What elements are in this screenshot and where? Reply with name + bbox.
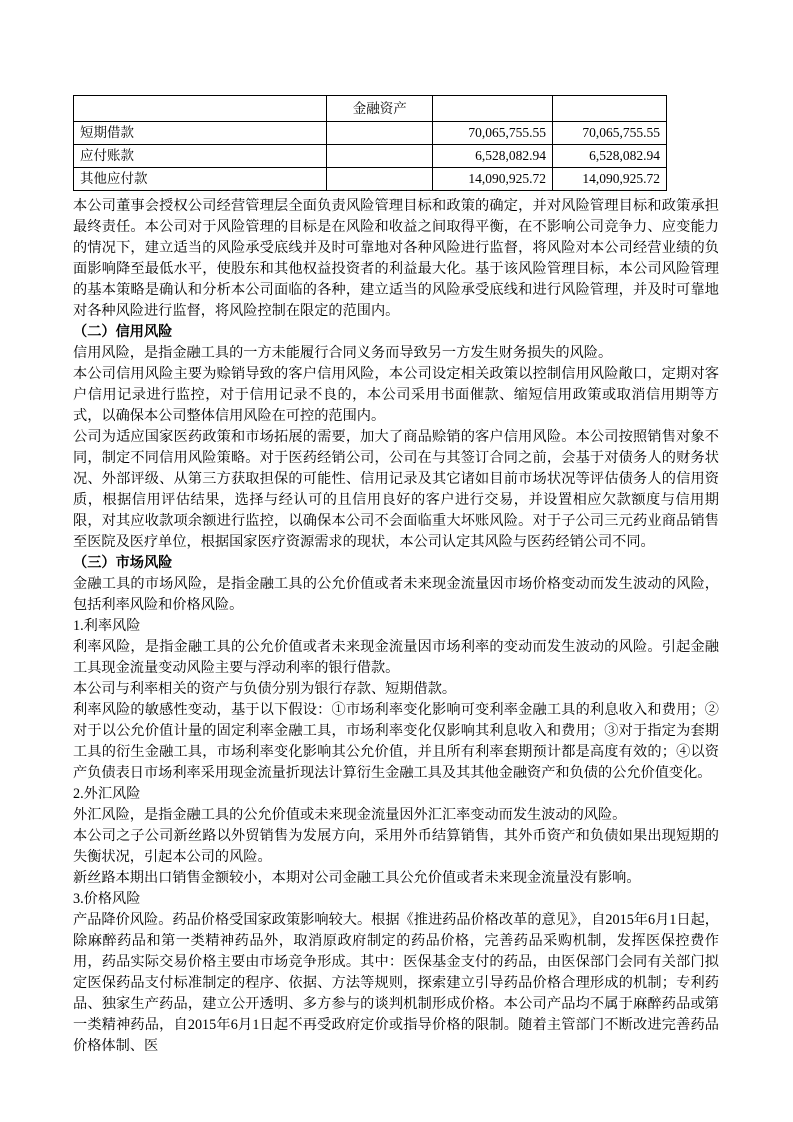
table-row-other-payables xyxy=(74,168,667,191)
table-cell: 70,065,755.55 xyxy=(433,122,552,145)
table-cell: 6,528,082.94 xyxy=(552,145,666,168)
table-cell: 14,090,925.72 xyxy=(552,168,666,191)
subheading-interest-rate-risk: 1.利率风险 xyxy=(73,618,141,634)
para-interest-rate-sensitivity: 利率风险的敏感性变动，基于以下假设：①市场利率变化影响可变利率金融工具的利息收入和费用；②对于以公允价值计量的固定利率金融工具，市场利率变化仅影响其利息收入和费用；③对于指定为套期工具的衍生金融工具，市场利率变化影响其公允价值，并且所有利率套期预计都是高度有效的；④以资产负债表日市场利率采用现金流量折现法计算衍生金融工具及其其他金融资产和负债的公允价值变化。 xyxy=(73,702,719,781)
table-header-financial-assets: 金融资产 xyxy=(327,96,433,122)
heading-credit-risk: （二）信用风险 xyxy=(73,324,173,340)
table-cell: 14,090,925.72 xyxy=(433,168,552,191)
table-header-empty xyxy=(74,96,327,122)
para-credit-risk-definition: 信用风险，是指金融工具的一方未能履行合同义务而导致另一方发生财务损失的风险。 xyxy=(73,345,613,361)
heading-market-risk: （三）市场风险 xyxy=(73,555,173,571)
para-fx-risk-definition: 外汇风险，是指金融工具的公允价值或未来现金流量因外汇汇率变动而发生波动的风险。 xyxy=(73,807,627,823)
para-price-risk-detail: 产品降价风险。药品价格受国家政策影响较大。根据《推进药品价格改革的意见》，自2015年6月1日起，除麻醉药品和第一类精神药品外，取消原政府制定的药品价格，完善药品采购机制，发挥医保控费作用，药品实际交易价格主要由市场竞争形成。其中：医保基金支付的药品，由医保部门会同有关部门拟定医保药品支付标准制定的程序、依据、方法等规则，探索建立引导药品价格合理形成的机制；专利药品、独家生产药品，建立公开透明、多方参与的谈判机制形成价格。本公司产品均不属于麻醉药品或第一类精神药品，自2015年6月1日起不再受政府定价或指导价格的限制。随着主管部门不断改进完善药品价格体制、医 xyxy=(73,912,719,1054)
para-fx-risk-impact: 新丝路本期出口销售金额较小，本期对公司金融工具公允价值或者未来现金流量没有影响。 xyxy=(73,870,641,886)
subheading-price-risk: 3.价格风险 xyxy=(73,891,141,907)
table-header-row xyxy=(74,96,667,122)
table-cell: 70,065,755.55 xyxy=(552,122,666,145)
para-market-risk-definition: 金融工具的市场风险，是指金融工具的公允价值或者未来现金流量因市场价格变动而发生波动的风险，包括利率风险和价格风险。 xyxy=(73,576,719,613)
financial-instruments-table xyxy=(73,95,667,191)
table-row-accounts-payable xyxy=(74,145,667,168)
body-text xyxy=(73,196,719,1057)
table-cell: 6,528,082.94 xyxy=(433,145,552,168)
table-cell xyxy=(327,168,433,191)
para-interest-rate-assets: 本公司与利率相关的资产与负债分别为银行存款、短期借款。 xyxy=(73,681,457,697)
page-content xyxy=(73,95,719,1057)
row-label: 应付账款 xyxy=(74,145,327,168)
subheading-foreign-exchange-risk: 2.外汇风险 xyxy=(73,786,141,802)
table-header-empty xyxy=(552,96,666,122)
para-fx-risk-subsidiary: 本公司之子公司新丝路以外贸销售为发展方向，采用外币结算销售，其外币资产和负债如果出现短期的失衡状况，引起本公司的风险。 xyxy=(73,828,719,865)
table-cell xyxy=(327,122,433,145)
row-label: 短期借款 xyxy=(74,122,327,145)
para-risk-management-overview: 本公司董事会授权公司经营管理层全面负责风险管理目标和政策的确定，并对风险管理目标和政策承担最终责任。本公司对于风险管理的目标是在风险和收益之间取得平衡，在不影响公司竞争力、应变能力的情况下，建立适当的风险承受底线并及时可靠地对各种风险进行监督，将风险对本公司经营业绩的负面影响降至最低水平，使股东和其他权益投资者的利益最大化。基于该风险管理目标，本公司风险管理的基本策略是确认和分析本公司面临的各种，建立适当的风险承受底线和进行风险管理，并及时可靠地对各种风险进行监督，将风险控制在限定的范围内。 xyxy=(73,198,719,319)
para-interest-rate-definition: 利率风险，是指金融工具的公允价值或者未来现金流量因市场利率的变动而发生波动的风险。引起金融工具现金流量变动风险主要与浮动利率的银行借款。 xyxy=(73,639,719,676)
table-cell xyxy=(327,145,433,168)
table-header-empty xyxy=(433,96,552,122)
para-credit-risk-policy: 本公司信用风险主要为赊销导致的客户信用风险，本公司设定相关政策以控制信用风险敞口，定期对客户信用记录进行监控，对于信用记录不良的，本公司采用书面催款、缩短信用政策或取消信用期等方式，以确保本公司整体信用风险在可控的范围内。 xyxy=(73,366,719,424)
para-credit-risk-strategy: 公司为适应国家医药政策和市场拓展的需要，加大了商品赊销的客户信用风险。本公司按照销售对象不同，制定不同信用风险策略。对于医药经销公司，公司在与其签订合同之前，会基于对债务人的财务状况、外部评级、从第三方获取担保的可能性、信用记录及其它诸如目前市场状况等评估债务人的信用资质，根据信用评估结果，选择与经认可的且信用良好的客户进行交易，并设置相应欠款额度与信用期限，对其应收款项余额进行监控，以确保本公司不会面临重大坏账风险。对于子公司三元药业商品销售至医院及医疗单位，根据国家医疗资源需求的现状，本公司认定其风险与医药经销公司不同。 xyxy=(73,429,719,550)
row-label: 其他应付款 xyxy=(74,168,327,191)
table-row-short-term-borrowings xyxy=(74,122,667,145)
